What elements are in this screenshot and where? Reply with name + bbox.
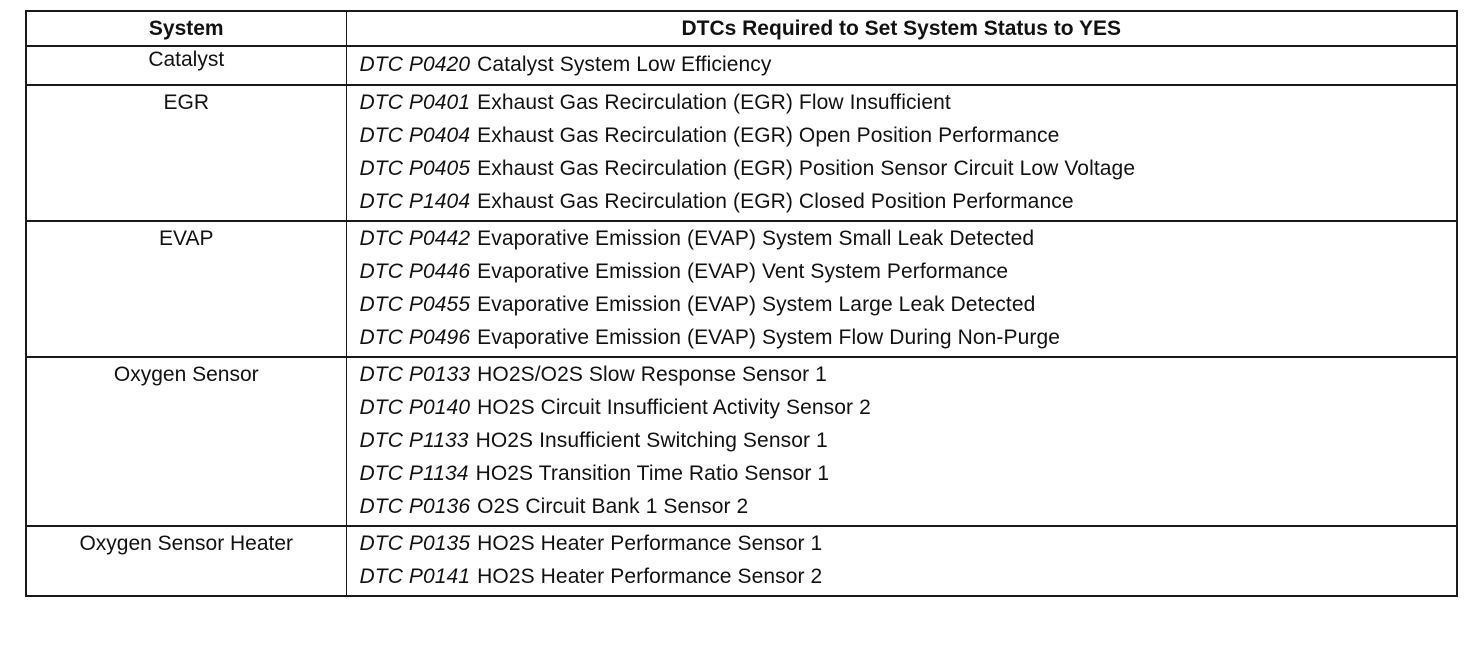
dtc-description: O2S Circuit Bank 1 Sensor 2 — [477, 495, 749, 518]
dtc-description: HO2S Insufficient Switching Sensor 1 — [475, 429, 828, 452]
dtc-code: DTC P0136 — [359, 495, 471, 518]
dtc-description: Evaporative Emission (EVAP) System Flow During Non-Purge — [477, 326, 1061, 349]
dtc-table — [25, 10, 1458, 597]
dtc-description: HO2S Transition Time Ratio Sensor 1 — [475, 462, 830, 485]
dtc-entry — [360, 490, 1457, 523]
dtc-entry — [360, 391, 1457, 424]
dtc-entry — [360, 457, 1457, 490]
table-row-evap — [26, 221, 1457, 357]
table-header — [26, 11, 1457, 46]
dtc-code: DTC P0442 — [359, 227, 471, 250]
dtc-code: DTC P1133 — [359, 429, 469, 452]
table-row-oxygen-sensor-heater — [26, 526, 1457, 596]
dtc-code: DTC P0401 — [359, 91, 471, 114]
dtc-entry — [360, 222, 1457, 255]
system-cell: EVAP — [26, 221, 346, 357]
dtc-description: Evaporative Emission (EVAP) Vent System Performance — [477, 260, 1009, 283]
table-row-catalyst — [26, 46, 1457, 85]
dtc-cell — [346, 46, 1457, 85]
dtc-code: DTC P0405 — [359, 157, 471, 180]
dtc-description: HO2S Heater Performance Sensor 1 — [477, 532, 823, 555]
dtc-description: Evaporative Emission (EVAP) System Small Leak Detected — [477, 227, 1035, 250]
dtc-entry — [360, 119, 1457, 152]
dtc-entry — [360, 321, 1457, 354]
dtc-description: HO2S Heater Performance Sensor 2 — [477, 565, 823, 588]
dtc-code: DTC P0420 — [359, 53, 471, 76]
dtc-cell — [346, 85, 1457, 221]
dtc-code: DTC P1134 — [359, 462, 469, 485]
header-system: System — [26, 11, 346, 46]
dtc-code: DTC P0446 — [359, 260, 471, 283]
dtc-description: Evaporative Emission (EVAP) System Large Leak Detected — [477, 293, 1036, 316]
dtc-entry — [360, 288, 1457, 321]
dtc-entry — [360, 185, 1457, 218]
dtc-cell — [346, 526, 1457, 596]
dtc-code: DTC P0133 — [359, 363, 471, 386]
dtc-cell — [346, 221, 1457, 357]
system-cell: Oxygen Sensor — [26, 357, 346, 526]
dtc-code: DTC P0141 — [359, 565, 471, 588]
dtc-description: Exhaust Gas Recirculation (EGR) Position Sensor Circuit Low Voltage — [477, 157, 1136, 180]
system-cell: Oxygen Sensor Heater — [26, 526, 346, 596]
header-dtcs: DTCs Required to Set System Status to YES — [346, 11, 1457, 46]
dtc-description: Catalyst System Low Efficiency — [477, 53, 772, 76]
dtc-entry — [360, 424, 1457, 457]
dtc-description: Exhaust Gas Recirculation (EGR) Flow Insufficient — [477, 91, 951, 114]
dtc-description: Exhaust Gas Recirculation (EGR) Closed Position Performance — [477, 190, 1074, 213]
dtc-description: Exhaust Gas Recirculation (EGR) Open Position Performance — [477, 124, 1060, 147]
dtc-entry — [360, 560, 1457, 593]
header-row — [26, 11, 1457, 46]
table-row-egr — [26, 85, 1457, 221]
dtc-entry — [360, 86, 1457, 119]
dtc-code: DTC P0496 — [359, 326, 471, 349]
dtc-code: DTC P0135 — [359, 532, 471, 555]
table-row-oxygen-sensor — [26, 357, 1457, 526]
dtc-code: DTC P1404 — [359, 190, 471, 213]
table-body — [26, 46, 1457, 596]
dtc-description: HO2S Circuit Insufficient Activity Sensor 2 — [477, 396, 871, 419]
system-cell: Catalyst — [26, 46, 346, 85]
dtc-entry — [360, 527, 1457, 560]
system-cell: EGR — [26, 85, 346, 221]
dtc-code: DTC P0455 — [359, 293, 471, 316]
dtc-cell — [346, 357, 1457, 526]
dtc-description: HO2S/O2S Slow Response Sensor 1 — [477, 363, 827, 386]
dtc-entry — [360, 152, 1457, 185]
dtc-code: DTC P0140 — [359, 396, 471, 419]
dtc-entry — [360, 47, 1457, 82]
dtc-code: DTC P0404 — [359, 124, 471, 147]
dtc-entry — [360, 255, 1457, 288]
dtc-entry — [360, 358, 1457, 391]
